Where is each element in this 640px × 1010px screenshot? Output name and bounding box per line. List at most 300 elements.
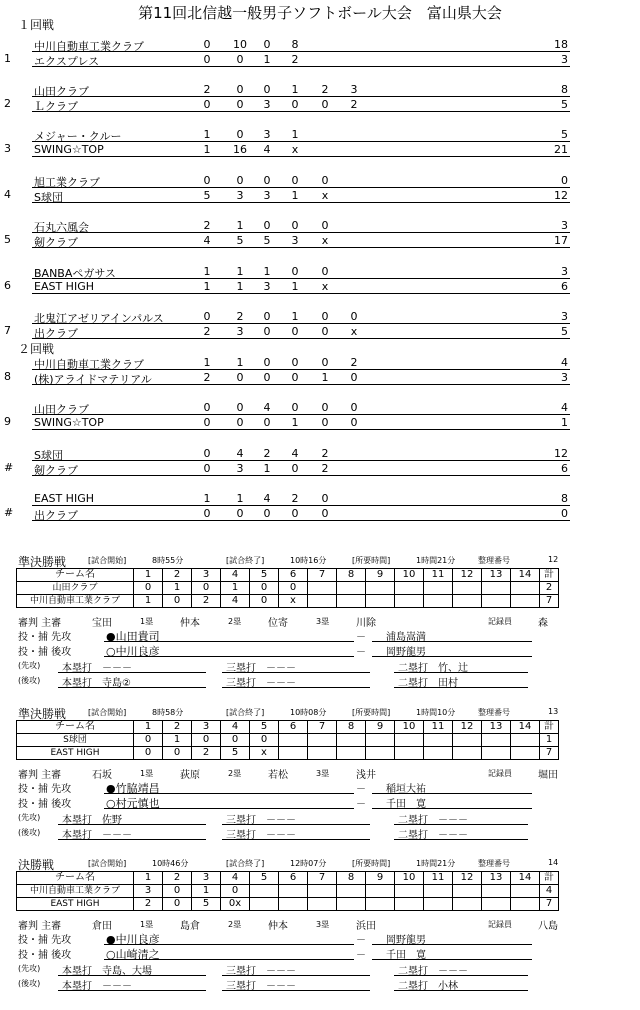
inning-cell: 5: [192, 898, 221, 911]
inning-cell: 14: [511, 872, 540, 885]
inning-score: 0: [321, 356, 329, 369]
total-cell: 7: [540, 898, 559, 911]
dash: －: [356, 632, 366, 643]
end-label: [試合終了]: [226, 708, 265, 717]
umpire-label: 審判 主審: [18, 618, 62, 629]
team-name: 旭工業クラブ: [34, 176, 100, 189]
start-label: [試合開始]: [88, 859, 127, 868]
umpire-label: 審判 主審: [18, 921, 62, 932]
inning-score: 4: [263, 143, 271, 156]
game-number: 1: [4, 52, 11, 65]
inning-score: 2: [203, 219, 211, 232]
team-name: EAST HIGH: [34, 280, 94, 293]
inning-score: 2: [321, 83, 329, 96]
team-name: 山田クラブ: [34, 85, 89, 98]
inning-score: 2: [321, 447, 329, 460]
base2-label: 2塁: [228, 617, 242, 626]
catcher-first: 岡野龍男: [386, 935, 426, 946]
catcher-first: 浦島嵩満: [386, 632, 426, 643]
total-cell: 7: [540, 747, 559, 760]
hits-first-label: (先攻): [18, 813, 41, 822]
home-runs: 本塁打 寺島②: [62, 678, 131, 689]
inning-cell: 2: [134, 898, 163, 911]
home-runs: 本塁打 佐野: [62, 815, 122, 826]
inning-score: 0: [236, 83, 244, 96]
inning-cell: 1: [163, 734, 192, 747]
inning-cell: [424, 734, 453, 747]
inning-score: 2: [321, 462, 329, 475]
triple-underline: [222, 990, 370, 991]
umpire-base3: 川除: [356, 618, 376, 629]
linescore-table: [16, 568, 559, 608]
end-time: 10時08分: [290, 708, 327, 717]
inning-score: 0: [263, 219, 271, 232]
inning-score: 2: [203, 371, 211, 384]
inning-cell: [482, 747, 511, 760]
inning-score: 2: [263, 447, 271, 460]
inning-score: 0: [291, 98, 299, 111]
inning-score: 0: [291, 219, 299, 232]
team-name: S球団: [34, 191, 63, 204]
catcher-second: 千田 寛: [386, 950, 426, 961]
inning-score: 1: [263, 462, 271, 475]
inning-score: 0: [321, 492, 329, 505]
total-score: 3: [561, 265, 568, 278]
inning-cell: 10: [395, 872, 424, 885]
number-label: 整理番号: [478, 556, 510, 565]
inning-cell: 0: [250, 582, 279, 595]
inning-cell: 2: [163, 872, 192, 885]
inning-cell: 4: [221, 569, 250, 582]
inning-score: 1: [236, 280, 244, 293]
catcher-underline: [372, 808, 532, 809]
duration-label: [所要時間]: [352, 708, 391, 717]
score-underline: [32, 520, 570, 521]
catcher-underline: [372, 656, 532, 657]
inning-score: 0: [350, 401, 358, 414]
battery-second-label: 投・捕 後攻: [18, 950, 72, 961]
triples: 三塁打 －－－: [226, 830, 296, 841]
inning-cell: [337, 582, 366, 595]
team-cell: EAST HIGH: [17, 747, 134, 760]
inning-score: 0: [203, 174, 211, 187]
base2-label: 2塁: [228, 769, 242, 778]
inning-cell: 0: [221, 885, 250, 898]
team-name: 石丸六風会: [34, 221, 89, 234]
inning-cell: 0: [163, 595, 192, 608]
inning-cell: [424, 747, 453, 760]
inning-score: 1: [321, 371, 329, 384]
inning-score: 0: [321, 174, 329, 187]
team-cell: チーム名: [17, 872, 134, 885]
start-label: [試合開始]: [88, 708, 127, 717]
inning-score: 4: [263, 492, 271, 505]
number-label: 整理番号: [478, 708, 510, 717]
inning-cell: 2: [163, 569, 192, 582]
inning-score: 0: [321, 98, 329, 111]
team-cell: 中川自動車工業クラブ: [17, 595, 134, 608]
inning-cell: 7: [308, 872, 337, 885]
inning-score: x: [321, 189, 329, 202]
linescore-header: [17, 872, 559, 885]
inning-score: 0: [263, 371, 271, 384]
inning-score: 0: [263, 356, 271, 369]
team-name: 剱クラブ: [34, 236, 78, 249]
inning-score: 1: [203, 280, 211, 293]
inning-cell: 1: [221, 582, 250, 595]
team-name: SWING☆TOP: [34, 143, 104, 156]
recorder: 堀田: [538, 770, 558, 781]
triple-underline: [222, 975, 370, 976]
inning-cell: 10: [395, 721, 424, 734]
inning-cell: 10: [395, 569, 424, 582]
inning-cell: [337, 898, 366, 911]
triple-underline: [222, 672, 370, 673]
inning-score: 0: [203, 507, 211, 520]
inning-cell: 0: [163, 898, 192, 911]
linescore-header: [17, 569, 559, 582]
inning-cell: [453, 582, 482, 595]
game-number: 5: [4, 233, 11, 246]
linescore-table: [16, 720, 559, 760]
inning-cell: [279, 734, 308, 747]
team-name: 出クラブ: [34, 509, 78, 522]
inning-cell: x: [279, 595, 308, 608]
doubles: 二塁打 －－－: [398, 815, 468, 826]
game-title: 決勝戦: [18, 858, 55, 872]
team-cell: チーム名: [17, 569, 134, 582]
inning-cell: 4: [221, 595, 250, 608]
inning-cell: [511, 885, 540, 898]
score-underline: [32, 429, 570, 430]
umpire-base2: 若松: [268, 770, 288, 781]
battery-second-label: 投・捕 後攻: [18, 799, 72, 810]
inning-cell: 7: [308, 569, 337, 582]
inning-cell: [395, 898, 424, 911]
inning-score: 5: [203, 189, 211, 202]
inning-cell: [424, 595, 453, 608]
linescore-row: [17, 898, 559, 911]
inning-cell: [395, 747, 424, 760]
game-title: 準決勝戦: [18, 555, 67, 569]
inning-cell: [395, 595, 424, 608]
inning-cell: 0: [134, 582, 163, 595]
pitcher-underline: [104, 944, 354, 945]
total-score: 6: [561, 280, 568, 293]
double-underline: [394, 975, 528, 976]
inning-cell: 11: [424, 721, 453, 734]
end-time: 10時16分: [290, 556, 327, 565]
pitcher-underline: [104, 641, 354, 642]
total-cell: 7: [540, 595, 559, 608]
battery-first-label: 投・捕 先攻: [18, 632, 72, 643]
linescore-row: [17, 747, 559, 760]
inning-cell: 8: [337, 872, 366, 885]
inning-cell: [279, 885, 308, 898]
inning-score: 0: [321, 325, 329, 338]
team-name: Ｌクラブ: [34, 100, 78, 113]
team-cell: S球団: [17, 734, 134, 747]
inning-score: 0: [203, 462, 211, 475]
hr-underline: [58, 839, 206, 840]
game-number: 9: [4, 415, 11, 428]
inning-cell: 0: [134, 747, 163, 760]
inning-cell: 0: [250, 734, 279, 747]
inning-score: 2: [203, 325, 211, 338]
inning-cell: [337, 885, 366, 898]
inning-score: 0: [263, 507, 271, 520]
pitcher-first: ●中川良彦: [106, 933, 160, 946]
dash: －: [356, 950, 366, 961]
team-name: 北鬼江アゼリアインパルス: [34, 312, 164, 325]
score-underline: [32, 232, 570, 233]
triple-underline: [222, 824, 370, 825]
inning-score: 0: [321, 416, 329, 429]
total-score: 17: [554, 234, 568, 247]
total-score: 3: [561, 219, 568, 232]
game-number: 7: [4, 324, 11, 337]
game-number: 12: [548, 555, 559, 564]
inning-score: 1: [291, 280, 299, 293]
score-underline: [32, 278, 570, 279]
inning-cell: [482, 595, 511, 608]
inning-cell: [337, 734, 366, 747]
inning-score: 1: [291, 416, 299, 429]
inning-cell: 5: [250, 872, 279, 885]
team-name: 剱クラブ: [34, 464, 78, 477]
inning-score: 0: [321, 401, 329, 414]
inning-score: x: [291, 143, 299, 156]
inning-score: 3: [291, 234, 299, 247]
game-number: 6: [4, 279, 11, 292]
linescore-header: [17, 721, 559, 734]
inning-cell: 14: [511, 569, 540, 582]
triples: 三塁打 －－－: [226, 815, 296, 826]
hits-first-label: (先攻): [18, 661, 41, 670]
score-underline: [32, 460, 570, 461]
pitcher-underline: [104, 793, 354, 794]
inning-score: 0: [321, 310, 329, 323]
end-label: [試合終了]: [226, 859, 265, 868]
game-number: 14: [548, 858, 559, 867]
recorder: 八島: [538, 921, 558, 932]
inning-cell: [366, 885, 395, 898]
inning-score: 1: [203, 265, 211, 278]
inning-cell: [366, 747, 395, 760]
inning-score: 0: [203, 447, 211, 460]
inning-score: 3: [350, 83, 358, 96]
total-score: 5: [561, 128, 568, 141]
inning-cell: 7: [308, 721, 337, 734]
inning-score: 5: [263, 234, 271, 247]
inning-cell: 6: [279, 569, 308, 582]
pitcher-second: ○中川良彦: [106, 645, 160, 658]
inning-score: 1: [236, 356, 244, 369]
inning-cell: 1: [134, 872, 163, 885]
inning-cell: 8: [337, 569, 366, 582]
inning-score: 3: [263, 189, 271, 202]
base3-label: 3塁: [316, 769, 330, 778]
inning-cell: 4: [221, 721, 250, 734]
score-underline: [32, 384, 570, 385]
inning-cell: [366, 898, 395, 911]
recorder-label: 記録員: [488, 769, 512, 778]
inning-score: 0: [350, 310, 358, 323]
battery-first-label: 投・捕 先攻: [18, 935, 72, 946]
inning-score: 0: [236, 507, 244, 520]
inning-cell: [424, 898, 453, 911]
total-cell: 1: [540, 734, 559, 747]
hits-second-label: (後攻): [18, 979, 41, 988]
start-time: 8時58分: [152, 708, 184, 717]
game-title: 準決勝戦: [18, 707, 67, 721]
inning-score: 0: [263, 416, 271, 429]
inning-score: 4: [291, 447, 299, 460]
inning-cell: 2: [192, 747, 221, 760]
inning-cell: 12: [453, 872, 482, 885]
inning-score: 5: [236, 234, 244, 247]
end-label: [試合終了]: [226, 556, 265, 565]
inning-score: 3: [263, 280, 271, 293]
umpire-plate: 石坂: [92, 770, 112, 781]
double-underline: [394, 687, 528, 688]
score-underline: [32, 156, 570, 157]
page-title: 第11回北信越一般男子ソフトボール大会 富山県大会: [138, 4, 502, 22]
triple-underline: [222, 839, 370, 840]
inning-cell: [453, 595, 482, 608]
inning-cell: [453, 747, 482, 760]
inning-score: 0: [236, 401, 244, 414]
inning-cell: [511, 898, 540, 911]
umpire-label: 審判 主審: [18, 770, 62, 781]
doubles: 二塁打 小林: [398, 981, 458, 992]
inning-cell: 0x: [221, 898, 250, 911]
umpire-plate: 倉田: [92, 921, 112, 932]
inning-cell: 13: [482, 721, 511, 734]
inning-score: 2: [350, 98, 358, 111]
inning-cell: 3: [192, 569, 221, 582]
inning-cell: [395, 885, 424, 898]
score-underline: [32, 111, 570, 112]
total-score: 12: [554, 189, 568, 202]
inning-score: 0: [236, 416, 244, 429]
inning-score: 0: [203, 98, 211, 111]
double-underline: [394, 672, 528, 673]
base1-label: 1塁: [140, 769, 154, 778]
team-cell: EAST HIGH: [17, 898, 134, 911]
inning-cell: [482, 898, 511, 911]
inning-score: 0: [203, 38, 211, 51]
inning-cell: 3: [134, 885, 163, 898]
inning-cell: 0: [192, 734, 221, 747]
round-label: １回戦: [18, 18, 55, 32]
score-underline: [32, 475, 570, 476]
inning-cell: 13: [482, 569, 511, 582]
inning-cell: 5: [250, 721, 279, 734]
double-underline: [394, 990, 528, 991]
start-time: 10時46分: [152, 859, 189, 868]
hits-second-label: (後攻): [18, 676, 41, 685]
score-underline: [32, 141, 570, 142]
pitcher-second: ○山崎清之: [106, 948, 160, 961]
triple-underline: [222, 687, 370, 688]
total-score: 0: [561, 507, 568, 520]
round-label: ２回戦: [18, 342, 55, 356]
inning-score: 3: [263, 98, 271, 111]
start-label: [試合開始]: [88, 556, 127, 565]
total-score: 8: [561, 83, 568, 96]
inning-score: 8: [291, 38, 299, 51]
team-name: EAST HIGH: [34, 492, 94, 505]
total-score: 5: [561, 98, 568, 111]
inning-score: 0: [350, 371, 358, 384]
inning-cell: [250, 885, 279, 898]
inning-score: 3: [236, 325, 244, 338]
umpire-base1: 島倉: [180, 921, 200, 932]
home-runs: 本塁打 －－－: [62, 981, 132, 992]
inning-score: 0: [203, 310, 211, 323]
inning-score: x: [321, 280, 329, 293]
inning-score: 1: [291, 128, 299, 141]
total-cell: 計: [540, 872, 559, 885]
inning-cell: [511, 595, 540, 608]
inning-score: 16: [233, 143, 247, 156]
inning-cell: [395, 734, 424, 747]
inning-score: 0: [203, 416, 211, 429]
inning-cell: 9: [366, 569, 395, 582]
inning-cell: 11: [424, 872, 453, 885]
inning-score: 0: [236, 128, 244, 141]
number-label: 整理番号: [478, 859, 510, 868]
total-score: 0: [561, 174, 568, 187]
inning-score: 0: [350, 416, 358, 429]
game-number: #: [4, 461, 14, 474]
team-name: メジャー・クルー: [34, 130, 122, 143]
inning-score: 1: [203, 492, 211, 505]
total-score: 1: [561, 416, 568, 429]
inning-cell: 1: [134, 569, 163, 582]
inning-score: 0: [263, 310, 271, 323]
start-time: 8時55分: [152, 556, 184, 565]
inning-cell: 0: [279, 582, 308, 595]
inning-score: 0: [203, 53, 211, 66]
game-number: 2: [4, 97, 11, 110]
hr-underline: [58, 687, 206, 688]
inning-cell: [453, 898, 482, 911]
inning-score: 3: [236, 189, 244, 202]
catcher-underline: [372, 959, 532, 960]
duration-label: [所要時間]: [352, 556, 391, 565]
catcher-underline: [372, 793, 532, 794]
game-number: 8: [4, 370, 11, 383]
double-underline: [394, 824, 528, 825]
pitcher-first: ●山田貴司: [106, 630, 160, 643]
pitcher-second: ○村元慎也: [106, 797, 160, 810]
inning-cell: [482, 582, 511, 595]
inning-score: 0: [291, 174, 299, 187]
inning-score: 2: [236, 310, 244, 323]
inning-cell: [482, 885, 511, 898]
recorder-label: 記録員: [488, 920, 512, 929]
total-cell: 4: [540, 885, 559, 898]
team-name: 出クラブ: [34, 327, 78, 340]
catcher-first: 稲垣大祐: [386, 784, 426, 795]
inning-cell: 1: [192, 885, 221, 898]
home-runs: 本塁打 －－－: [62, 663, 132, 674]
duration: 1時間10分: [416, 708, 456, 717]
duration: 1時間21分: [416, 859, 456, 868]
inning-score: 0: [236, 53, 244, 66]
